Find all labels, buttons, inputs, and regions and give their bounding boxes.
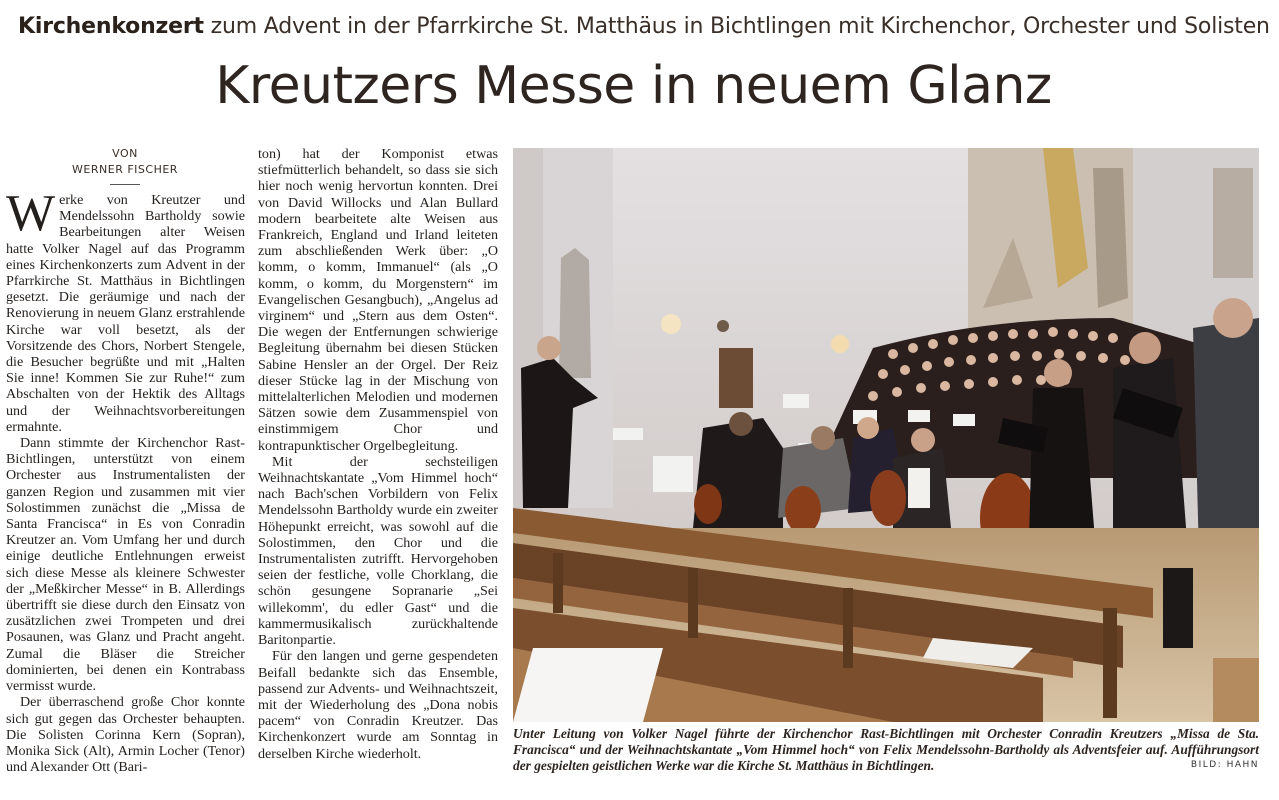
byline-rule — [110, 184, 140, 185]
dropcap: W — [6, 185, 56, 242]
paragraph: Der überraschend große Chor konnte sich gut gegen das Orchester behaupten. Die Solisten Corinna Kern (Sopran), Monika Sick (Alt), Armin Locher (Tenor) und Alexander Ott (Bari- — [6, 694, 245, 776]
article-column-2 — [258, 146, 498, 762]
headline: Kreutzers Messe in neuem Glanz — [215, 56, 1052, 116]
photo-credit: BILD: HAHN — [1190, 760, 1259, 770]
kicker-line — [18, 14, 1268, 39]
church-concert-photo — [513, 148, 1259, 722]
paragraph — [6, 185, 245, 435]
paragraph: Dann stimmte der Kirchenchor Rast-Bichtlingen, unterstützt von einem Orchester aus Instrumentalisten der ganzen Region und zusammen mit vier Solostimmen zunächst die „Missa de Santa Francisca“ in Es von Conradin Kreutzer an. Vom Umfang her und durch einige deutliche Entlehnungen erweist sich diese Messe als kleinere Schwester der „Meßkircher Messe“ in B. Allerdings übertrifft sie diese durch den Einsatz von zusätzlichen zwei Trompeten und drei Posaunen, was Glanz und Pracht angeht. Zumal die Bläser die Streicher dominierten, bei denen ein Kontrabass vermisst wurde. — [6, 435, 245, 695]
paragraph: Mit der sechsteiligen Weihnachtskantate „Vom Himmel hoch“ nach Bach'schen Vorbildern von Felix Mendelssohn Bartholdy wurde ein zweiter Höhepunkt erreicht, was sowohl auf die Solostimmen, den Chor und die Instrumentalisten zutrifft. Hervorgehoben seien der festliche, volle Chorklang, die schön gesungene Sopranarie „Sei willekomm', du edler Gast“ und die kammermusikalisch zurückhaltende Baritonpartie. — [258, 453, 498, 649]
article-column-1 — [6, 185, 245, 776]
photo-caption: Unter Leitung von Volker Nagel führte der Kirchenchor Rast-Bichtlingen mit Orchester Conradin Kreutzers „Missa de Sta. Francisca“ und der Weihnachtskantate „Vom Himmel hoch“ von Felix Mendelssohn-Bartholdy als Adventsfeier auf. Aufführungsort der gespielten geistlichen Werke war die Kirche St. Matthäus in Bichtlingen. — [513, 726, 1259, 773]
byline-author: WERNER FISCHER — [72, 163, 178, 176]
paragraph-text: erke von Kreutzer und Mendelssohn Bartholdy sowie Bearbeitungen alter Weisen hatte Volker Nagel auf das Programm eines Kirchenkonzerts zum Advent in der Pfarrkirche St. Matthäus in Bichtlingen gesetzt. Die geräumige und nach der Renovierung in neuem Glanz erstrahlende Kirche war voll besetzt, als der Vorsitzende des Chors, Norbert Stengele, die Besucher begrüßte und mit „Halten Sie inne! Kommen Sie zur Ruhe!“ zum Abschalten von der Hektik des Alltags und der Weihnachtsvorbereitungen ermahnte. — [6, 192, 245, 435]
kicker-bold: Kirchenkonzert — [18, 14, 204, 39]
byline-von: VON — [112, 147, 138, 160]
kicker-text: zum Advent in der Pfarrkirche St. Matthäus in Bichtlingen mit Kirchenchor, Orchester und Solisten — [203, 14, 1270, 39]
byline — [60, 146, 190, 178]
paragraph: ton) hat der Komponist etwas stiefmütterlich behandelt, so dass sie sich hier noch wenig hervortun konnten. Drei von David Willocks und Alan Bullard modern bearbeitete alte Weisen aus Frankreich, England und Irland leiteten zum abschließenden Werk über: „O komm, o komm, Immanuel“ (als „O komm, o komm, du Morgenstern“ im Evangelischen Gesangbuch), „Angelus ad virginem“ und „Stern aus dem Osten“. Die wegen der Entfernungen schwierige Begleitung übernahm bei diesen Stücken Sabine Hensler an der Orgel. Der Reiz dieser Stücke lag in der Mischung von mittelalterlichen Melodien und modernen Sätzen sowie dem Zusammenspiel von einstimmigem Chor und kontrapunktischer Orgelbegleitung. — [258, 146, 498, 454]
paragraph: Für den langen und gerne gespendeten Beifall bedankte sich das Ensemble, passend zur Advents- und Weihnachtszeit, mit der Wiederholung des „Dona nobis pacem“ von Conradin Kreutzer. Das Kirchenkonzert wurde am Sonntag in derselben Kirche wiederholt. — [258, 648, 498, 762]
photo-illustration — [513, 148, 1259, 722]
